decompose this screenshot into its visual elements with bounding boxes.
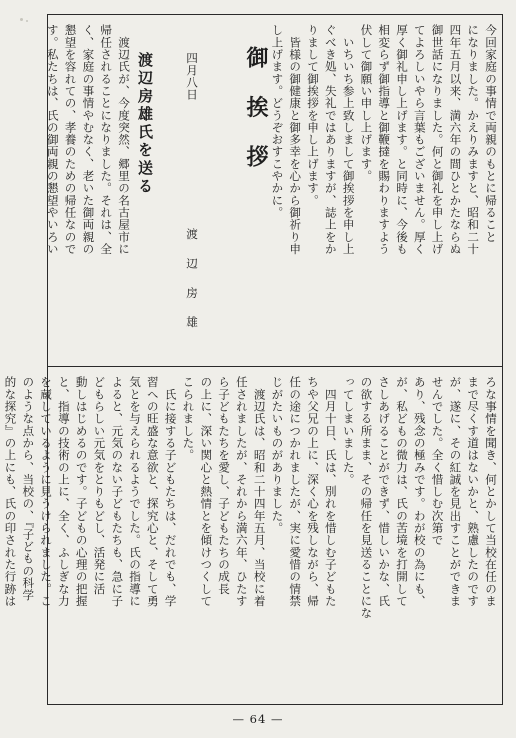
page-number: — 64 — (232, 712, 284, 726)
article-title-greeting: 御 挨 拶 (243, 46, 269, 178)
article-body-farewell: 渡辺氏が、今度突然、郷里の名古屋市に 帰任されることになりました。それは、全 く、家庭の事情やむなく、老いた御両親の 懇望を容れての、孝養のための帰任なので す。私たちは、氏の御両親の懇望やいろい (45, 24, 131, 255)
article-title-farewell: 渡辺房雄氏を送る (136, 52, 154, 196)
scan-speck (20, 18, 23, 21)
scan-speck (26, 20, 28, 22)
article-author: 渡 辺 房 雄 (185, 228, 199, 335)
article-body-greeting: 今回家庭の事情で両親のもとに帰ること になりました。かえりみますと、昭和二十 四年五月以来、満六年の間ひとかたならぬ 御世話になりました。何と御礼を申し上げ てよろしいやら言葉もございません。厚く 厚く御礼申し上げます。と同時に、今後も 相変らず御指導と御鞭撻を賜わりますよう 伏して御願い申し上げます。 いちいち参上致しまして御挨拶を申し上 ぐべき処、失礼ではありますが、誌上をか りまして御挨拶を申し上げます。 皆様の御健康と御多幸を心から御祈り申 し上げます。どうぞおすこやかに。 (270, 24, 498, 255)
article-date: 四月八日 (185, 52, 199, 101)
section-divider (47, 366, 503, 367)
article-body-farewell-lower: ろな事情を聞き、何とかして当校在任のま まで尽くす道はないかと、熟慮したのです が、遂に、その紅誠を見出すことができま せんでした。全く惜しむ次第で あり、残念の極みです。わが校の為にも、 が、私どもの微力は、氏の苦境を打開して さしあげることができず、惜しいかな、氏 の欲する所まま、その帰任を見送ることにな ってしまいました。 四月十日、氏は、別れを惜しむ子どもた ちや父兄の上に、深く心を残しながら、帰 任の途につかれましたが、実に愛惜の情禁 じがたいものがありました。 渡辺氏は、昭和二十四年五月、当校に着 任されましたが、それから満六年、ひたす ら子どもたちを愛し、子どもたちの成長 の上に、深い関心と熱情とを傾けつくして こられました。 氏に接する子どもたちは、だれでも、学 習への旺盛な意欲と、探究心と、そして勇 気とを与えられるようでした。氏の指導に よると、元気のない子どもたちも、急に子 どもらしい元気をとりもどし、活発に活 動しはじめるのです。子どもの心理の把握 と、指導の技術の上に、全く、ふしぎな力 を蔵しているように見うけられました。こ のような点から、当校の、『子どもの科学 的な探究』の上にも、氏の印された行跡は (3, 376, 498, 619)
